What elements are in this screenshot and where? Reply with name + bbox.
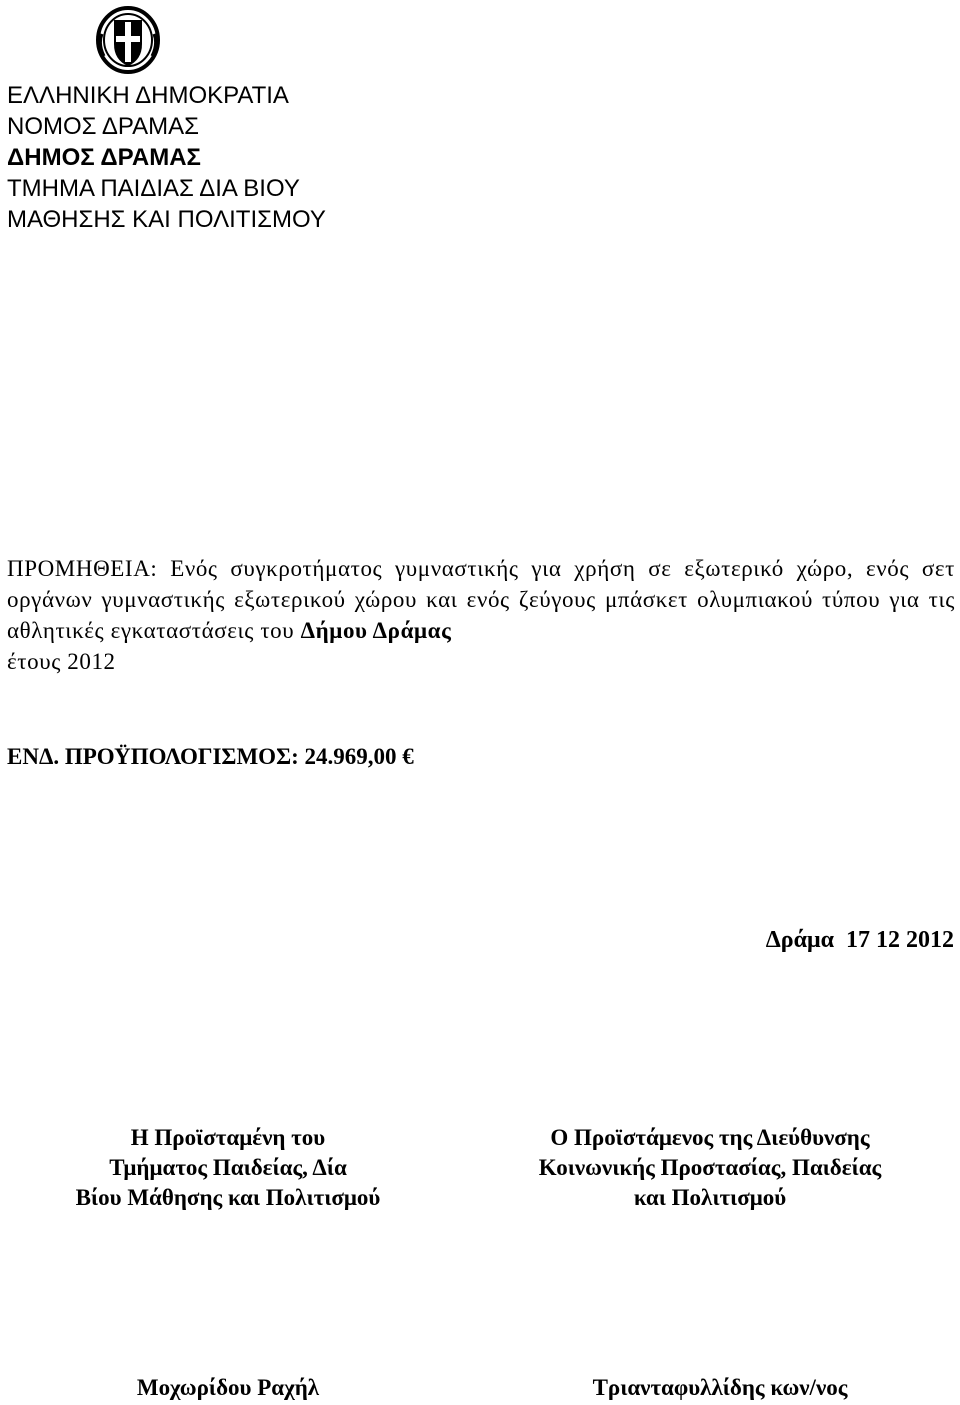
header-line-prefecture: ΝΟΜΟΣ ΔΡΑΜΑΣ [7,113,199,140]
header-line-country: ΕΛΛΗΝΙΚΗ ΔΗΜΟΚΡΑΤΙΑ [7,82,289,109]
header-line-department: ΤΜΗΜΑ ΠΑΙΔΙΑΣ ΔΙΑ ΒΙΟΥ [7,175,300,202]
signature-left-line: Τμήματος Παιδείας, Δία [109,1155,347,1180]
subject-text: Ενός συγκροτήματος γυμναστικής για χρήση σε εξωτερικό χώρο, ενός σετ οργάνων γυμναστικής εξωτερικού χώρου και ενός ζεύγους μπάσκετ ολυμπιακού τύπου για τις αθλητικές εγκαταστάσεις του [7,556,955,643]
subject-tail: έτους 2012 [7,649,116,674]
signatory-name-left: Μοχωρίδου Ραχήλ [136,1375,320,1400]
signature-left-line: Η Προϊσταμένη του [130,1125,326,1150]
date-text: Δράμα 17 12 2012 [765,927,954,953]
signature-right-line: Κοινωνικής Προστασίας, Παιδείας [538,1155,882,1180]
signature-right-line: και Πολιτισμού [633,1185,787,1210]
issuer-header [7,80,326,235]
header-line-municipality: ΔΗΜΟΣ ΔΡΑΜΑΣ [7,144,201,171]
estimated-budget: ΕΝΔ. ΠΡΟΫΠΟΛΟΓΙΣΜΟΣ: 24.969,00 € [7,744,414,769]
signature-block-right [500,1123,920,1213]
signature-block-left [28,1123,428,1213]
subject-emphasis: Δήμου Δράμας [300,618,452,643]
signatory-name-right: Τριανταφυλλίδης κων/νος [592,1375,848,1400]
header-line-department-cont: ΜΑΘΗΣΗΣ ΚΑΙ ΠΟΛΙΤΙΣΜΟΥ [7,206,326,233]
greek-coat-of-arms-icon [96,4,160,74]
subject-label: ΠΡΟΜΗΘΕΙΑ: [7,556,158,581]
signature-right-line: Ο Προϊστάμενος της Διεύθυνσης [550,1125,870,1150]
procurement-subject [7,553,955,677]
signature-left-line: Βίου Μάθησης και Πολιτισμού [75,1185,381,1210]
document-date [755,900,954,954]
